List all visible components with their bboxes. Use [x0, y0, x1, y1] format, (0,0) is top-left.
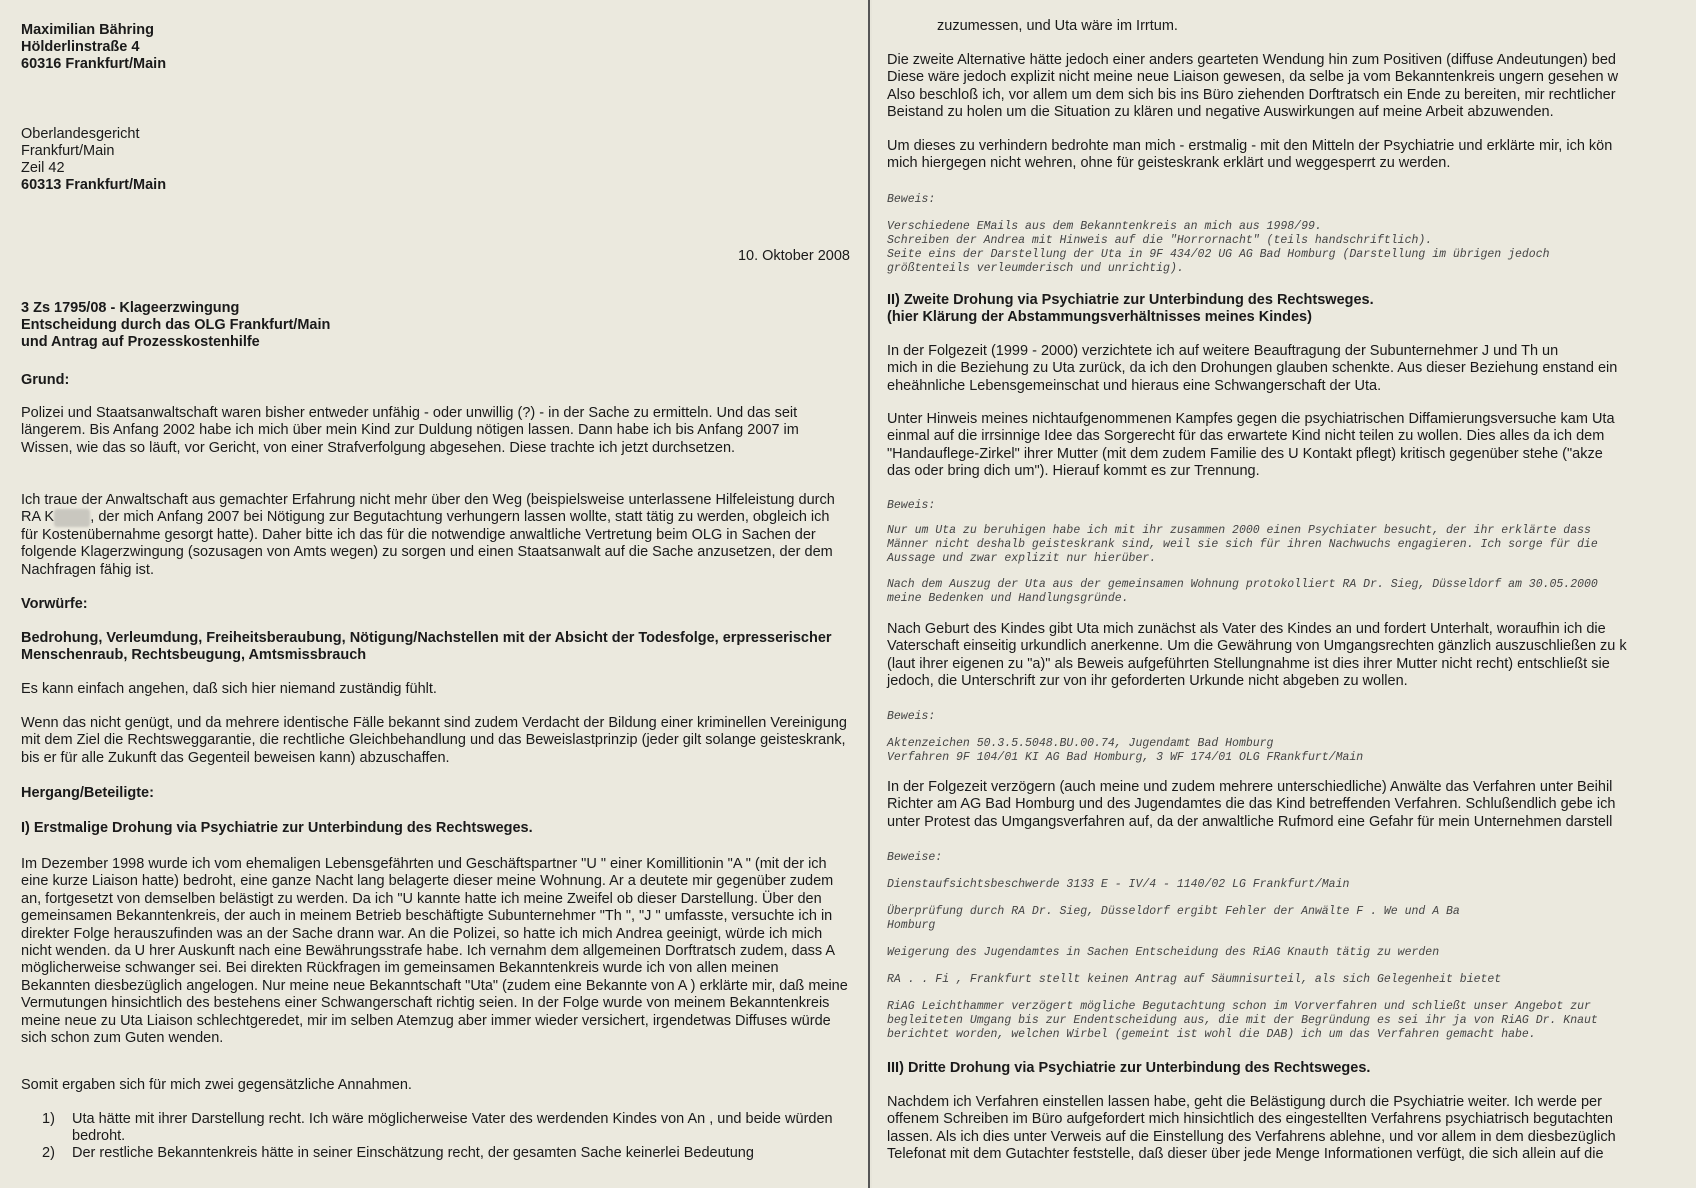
section-1-paragraph-2: Somit ergaben sich für mich zwei gegensätzliche Annahmen.: [21, 1077, 412, 1093]
vorwuerfe-heading: Vorwürfe:: [21, 596, 88, 612]
right-paragraph-2: Um dieses zu verhindern bedrohte man mich - erstmalig - mit den Mitteln der Psychiatrie und erklärte mir, ich kön mich hiergegen nicht wehren, ohne für geisteskrank erklärt und weggesperrt zu werden.: [887, 138, 1613, 172]
beweise-item-4: RA . . Fi , Frankfurt stellt keinen Antrag auf Säumnisurteil, als sich Gelegenheit bietet: [887, 973, 1502, 986]
vorwuerfe-paragraph-2: Wenn das nicht genügt, und da mehrere identische Fälle bekannt sind zudem Verdacht der Bildung einer kriminellen Vereinigung mit dem Ziel die Rechtsweggarantie, die rechtliche Gleichbehandlung und das Beweislastprinzip (jeder gilt solange geisteskrank, bis er für alle Zukunft das Gegenteil beweisen kann) abzuschaffen.: [21, 715, 847, 766]
sender-name: Maximilian Bähring: [21, 22, 154, 38]
grund-heading: Grund:: [21, 372, 70, 388]
redaction: [54, 509, 90, 526]
beweis-1-text: Verschiedene EMails aus dem Bekanntenkreis an mich aus 1998/99. Schreiben der Andrea mit Hinweis auf die "Horrornacht" (teils handschriftlich). Seite eins der Darstellung der Uta in 9F 434/02 UG AG Bad Homburg (Darstellung im übrigen jedoch größtenteils verleumderisch und unrichtig).: [887, 220, 1550, 275]
beweis-3-label: Beweis:: [887, 710, 936, 723]
beweis-2-label: Beweis:: [887, 499, 936, 512]
beweis-1-label: Beweis:: [887, 193, 936, 206]
right-page: [872, 0, 1696, 1188]
right-paragraph-4: Unter Hinweis meines nichtaufgenommenen Kampfes gegen die psychiatrischen Diffamierungsversuche kam Uta einmal auf die irrsinnige Idee das Sorgerecht für das erwartete Kind nicht teilen zu wollen. Dies alles da ich dem "Handauflege-Zirkel" ihrer Mutter (mit dem zudem Familie des U Kontakt pflegt) kritisch gegenüber stehe ("akze das oder bring dich um"). Hierauf kommt es zur Trennung.: [887, 411, 1615, 480]
hergang-heading: Hergang/Beteiligte:: [21, 785, 154, 801]
recipient-line3: Zeil 42: [21, 160, 65, 176]
section-1-heading: I) Erstmalige Drohung via Psychiatrie zur Unterbindung des Rechtsweges.: [21, 820, 533, 836]
list-number: 2): [42, 1145, 55, 1161]
list-number: 1): [42, 1111, 55, 1127]
beweise-item-1: Dienstaufsichtsbeschwerde 3133 E - IV/4 - 1140/02 LG Frankfurt/Main: [887, 878, 1350, 891]
recipient-line4: 60313 Frankfurt/Main: [21, 177, 167, 193]
beweis-2-text-2: Nach dem Auszug der Uta aus der gemeinsamen Wohnung protokolliert RA Dr. Sieg, Düsseldorf am 30.05.2000 meine Bedenken und Handlungsgründe.: [887, 578, 1598, 605]
letter-date: 10. Oktober 2008: [737, 248, 850, 264]
beweise-item-2: Überprüfung durch RA Dr. Sieg, Düsseldorf ergibt Fehler der Anwälte F . We und A Ba Homburg: [887, 905, 1460, 932]
subject-line2: Entscheidung durch das OLG Frankfurt/Main: [21, 317, 331, 333]
right-paragraph-5: Nach Geburt des Kindes gibt Uta mich zunächst als Vater des Kindes an und fordert Unterhalt, woraufhin ich die Vaterschaft einseitig urkundlich anerkenne. Um die Gewährung von Umgangsrechten gänzlich auszuschließen zu k (laut ihrer eigenen zu "a)" als Beweis aufgeführten Stellungnahme ist dies ihrer Mutter nicht recht) entschließt sie jedoch, die Unterschrift zur von ihr geforderten Urkunde nicht abgeben zu wollen.: [887, 621, 1627, 690]
recipient-line2: Frankfurt/Main: [21, 143, 115, 159]
list-text: Der restliche Bekanntenkreis hätte in seiner Einschätzung recht, der gesamten Sache keinerlei Bedeutung: [72, 1145, 754, 1161]
grund-paragraph-2a: Ich traue der Anwaltschaft aus gemachter Erfahrung nicht mehr über den Weg (beispielsweise unterlassene Hilfeleistung durch RA K: [21, 492, 835, 526]
subject-line1: 3 Zs 1795/08 - Klageerzwingung: [21, 300, 240, 316]
sender-street: Hölderlinstraße 4: [21, 39, 140, 55]
recipient-line1: Oberlandesgericht: [21, 126, 140, 142]
subject-line3: und Antrag auf Prozesskostenhilfe: [21, 334, 260, 350]
right-paragraph-3: In der Folgezeit (1999 - 2000) verzichtete ich auf weitere Beauftragung der Subunternehmer J und Th un mich in die Beziehung zu Uta zurück, da ich den Drohungen glauben schenkte. Aus dieser Beziehung enstand ein eheähnliche Lebensgemeinschat und hieraus eine Schwangerschaft der Uta.: [887, 343, 1618, 394]
right-paragraph-6: In der Folgezeit verzögern (auch meine und zudem mehrere unterschiedliche) Anwälte das Verfahren unter Beihil Richter am AG Bad Homburg und des Jugendamtes die das Kind betreffenden Verfahren. Schlußendlich gebe ich unter Protest das Umgangsverfahren auf, da der anwaltliche Rufmord eine Gefahr für mein Unternehmen darstell: [887, 779, 1616, 830]
beweis-3-text: Aktenzeichen 50.3.5.5048.BU.00.74, Jugendamt Bad Homburg Verfahren 9F 104/01 KI AG Bad Homburg, 3 WF 174/01 OLG FRankfurt/Main: [887, 737, 1364, 764]
beweise-label: Beweise:: [887, 851, 943, 864]
grund-paragraph-2b: , der mich Anfang 2007 bei Nötigung zur Begutachtung verhungern lassen wollte, statt tätig zu werden, obgleich ich für Kostenübernahme gesorgt hatte). Daher bitte ich das für die notwendige anwaltliche Vertretung beim OLG in Sachen der folgende Klagerzwingung (sozusagen von Amts wegen) zu sorgen und einen Staatsanwalt auf die Sache anzusetzen, der dem Nachfragen fähig ist.: [21, 509, 833, 578]
sender-city: 60316 Frankfurt/Main: [21, 56, 167, 72]
vorwuerfe-list: Bedrohung, Verleumdung, Freiheitsberaubung, Nötigung/Nachstellen mit der Absicht der Todesfolge, erpresserischer Menschenraub, Rechtsbeugung, Amtsmissbrauch: [21, 630, 832, 664]
vorwuerfe-paragraph-1: Es kann einfach angehen, daß sich hier niemand zuständig fühlt.: [21, 681, 437, 697]
right-paragraph-7: Nachdem ich Verfahren einstellen lassen habe, geht die Belästigung durch die Psychiatrie weiter. Ich werde per offenem Schreiben im Büro aufgefordert mich hinsichtlich des eingestellten Verfahrens psychiatrisch begutachten lassen. Als ich dies unter Verweis auf die Einstellung des Verfahrens ablehne, und vor allem in dem diesbezüglich Telefonat mit dem Gutachter feststelle, daß dieser über jede Menge Informationen verfügt, die sich allein auf die: [887, 1094, 1616, 1163]
beweise-item-5: RiAG Leichthammer verzögert mögliche Begutachtung schon im Vorverfahren und schließt unser Angebot zur begleiteten Umgang bis zur Endentscheidung aus, die mit der Begründung es sei ihr ja von RiAG Dr. Knaut berichtet worden, welchen Wirbel (gemeint ist wohl die DAB) ich um das Verfahren gemacht habe.: [887, 1000, 1598, 1041]
list-text: Uta hätte mit ihrer Darstellung recht. Ich wäre möglicherweise Vater des werdenden Kindes von An , und beide würden bedroht.: [72, 1111, 833, 1145]
grund-paragraph-1: Polizei und Staatsanwaltschaft waren bisher entweder unfähig - oder unwillig (?) - in der Sache zu ermitteln. Und das seit längerem. Bis Anfang 2002 habe ich mich über mein Kind zur Duldung nötigen lassen. Dann habe ich bis Anfang 2007 im Wissen, wie das so läuft, vor Gericht, von einer Strafverfolgung abgesehen. Diese trachte ich jetzt durchsetzen.: [21, 405, 799, 456]
grund-paragraph-2: [21, 492, 850, 579]
beweis-2-text-1: Nur um Uta zu beruhigen habe ich mit ihr zusammen 2000 einen Psychiater besucht, der ihr erklärte dass Männer nicht deshalb geisteskrank sind, weil sie sich für ihren Nachwuchs engagieren. Ich sorge für die Aussage und zwar explizit nur hierüber.: [887, 524, 1598, 565]
beweise-item-3: Weigerung des Jugendamtes in Sachen Entscheidung des RiAG Knauth tätig zu werden: [887, 946, 1440, 959]
section-2-subheading: (hier Klärung der Abstammungsverhältnisses meines Kindes): [887, 309, 1312, 325]
section-3-heading: III) Dritte Drohung via Psychiatrie zur Unterbindung des Rechtsweges.: [887, 1060, 1371, 1076]
section-1-paragraph-1: Im Dezember 1998 wurde ich vom ehemaligen Lebensgefährten und Geschäftspartner "U " einer Komillitionin "A " (mit der ich eine kurze Liaison hatte) bedroht, eine ganze Nacht lang belagerte dieser meine Wohnung. Ar a deutete mir gegenüber zudem an, fortgesetzt von demselben belästigt zu werden. Da ich "U kannte hatte ich meine Zweifel ob dieser Darstellung. Über den gemeinsamen Bekanntenkreis, der auch in meinem Betrieb beschäftigte Subunternehmer "Th ", "J " umfasste, versuchte ich in direkter Folge herauszufinden was an der Sache drann war. An die Polizei, so hatte ich mich Andrea geeinigt, würde ich mich nicht wenden. da U hrer Auskunft nach eine Bewährungsstrafe habe. Ich vernahm dem allgemeinen Dorftratsch zudem, dass A möglicherweise schwanger sei. Bei direkten Rückfragen im gemeinsamen Bekanntenkreis wurde ich von allen meinen Bekannten diesbezüglich angelogen. Nur meine neue Bekanntschaft "Uta" (zudem eine Bekannte von A ) erklärte mir, daß meine Vermutungen hinsichtlich des bestehens einer Schwangerschaft richtig seien. In der Folge wurde von meinem Bekanntenkreis meine neue zu Uta Liaison schlechtgeredet, mir im selben Atemzug aber immer wieder versichert, irgendetwas Diffuses würde sich schon zum Guten wenden.: [21, 856, 848, 1047]
right-paragraph-1: Die zweite Alternative hätte jedoch einer anders gearteten Wendung hin zum Positiven (diffuse Andeutungen) bed Diese wäre jedoch explizit nicht meine neue Liaison gewesen, da selbe ja vom Bekanntenkreis ungern gesehen w Also beschloß ich, vor allem um dem sich bis ins Büro ziehenden Dorftratsch ein Ende zu bereiten, mir rechtlicher Beistand zu holen um die Situation zu klären und negative Auswirkungen auf meine Arbeit abzuwenden.: [887, 52, 1619, 121]
section-2-heading: II) Zweite Drohung via Psychiatrie zur Unterbindung des Rechtsweges.: [887, 292, 1374, 308]
continuation-text: zuzumessen, und Uta wäre im Irrtum.: [937, 18, 1178, 34]
